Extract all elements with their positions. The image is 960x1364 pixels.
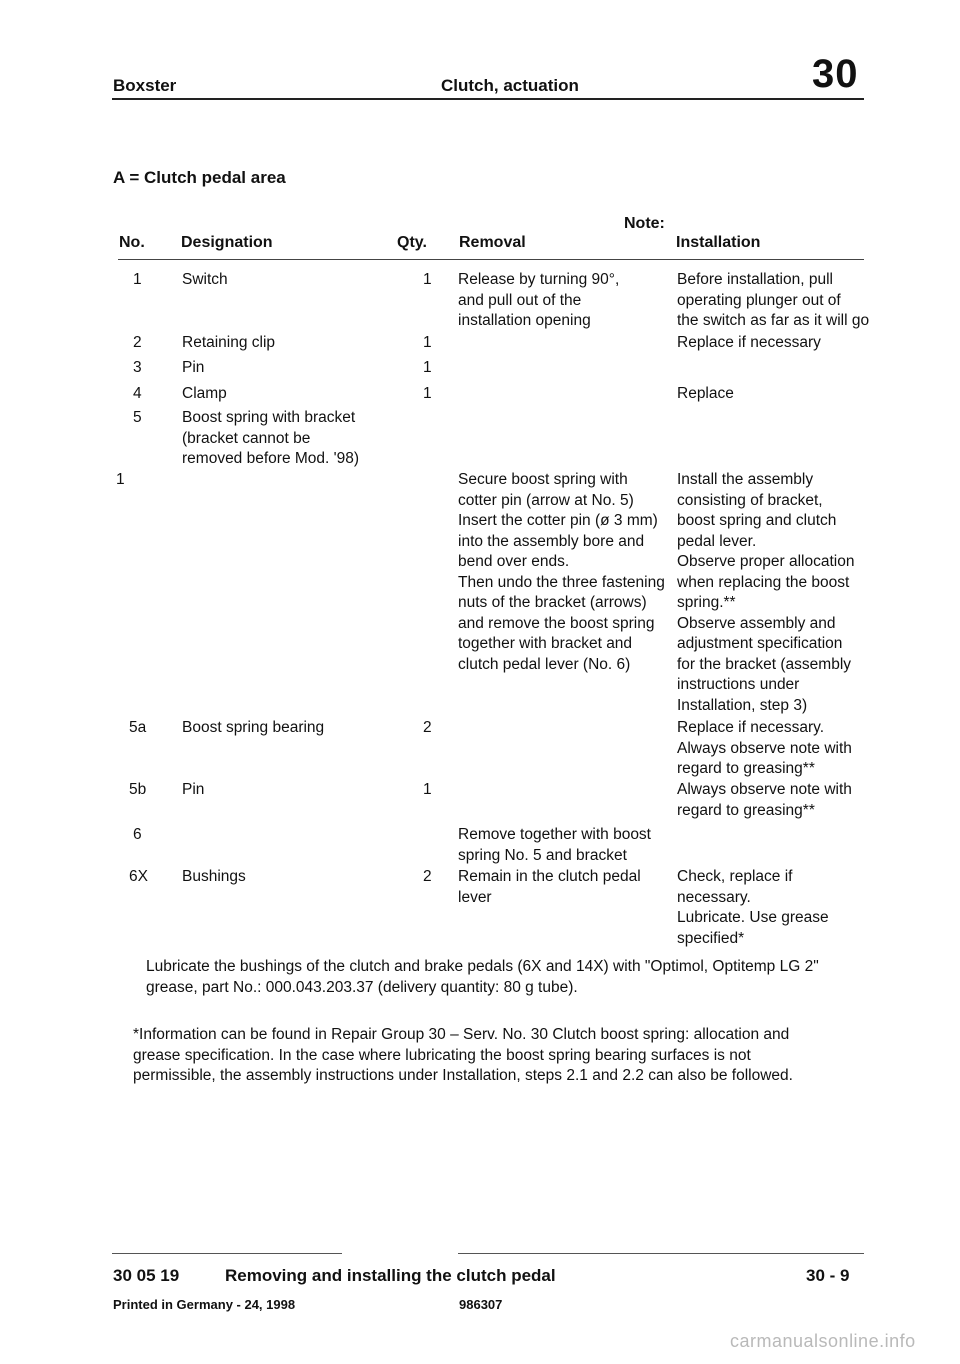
header-model: Boxster bbox=[113, 76, 177, 95]
header-rule bbox=[112, 98, 864, 100]
header-designation: Designation bbox=[181, 234, 273, 251]
cell-qty: 2 bbox=[423, 868, 432, 885]
cell-installation: Install the assembly consisting of bracket, boost spring and clutch pedal lever. Observe proper allocation when replacing the boost spring.** Observe assembly and adjustment specification for the bracket (assembly instructions under Installation, step 3) bbox=[677, 471, 855, 714]
cell-designation: Switch bbox=[182, 271, 228, 288]
cell-installation: Replace bbox=[677, 385, 734, 402]
cell-designation: Pin bbox=[182, 781, 205, 798]
cell-qty: 1 bbox=[423, 334, 432, 351]
cell-no: 4 bbox=[133, 385, 142, 402]
cell-qty: 1 bbox=[423, 781, 432, 798]
header-no: No. bbox=[119, 234, 145, 251]
cell-qty: 1 bbox=[423, 385, 432, 402]
cell-removal: Remain in the clutch pedal lever bbox=[458, 868, 641, 906]
footer-title: Removing and installing the clutch pedal bbox=[225, 1266, 556, 1285]
cell-installation: Replace if necessary bbox=[677, 334, 821, 351]
cell-no: 6X bbox=[129, 868, 148, 885]
area-title: A = Clutch pedal area bbox=[113, 168, 286, 187]
cell-designation: Clamp bbox=[182, 385, 227, 402]
cell-designation: Bushings bbox=[182, 868, 246, 885]
cell-qty: 1 bbox=[423, 271, 432, 288]
header-removal: Removal bbox=[459, 234, 526, 251]
footer-rule-left bbox=[112, 1253, 342, 1254]
cell-no: 2 bbox=[133, 334, 142, 351]
footer-printed: Printed in Germany - 24, 1998 bbox=[113, 1297, 296, 1312]
cell-no: 5b bbox=[129, 781, 147, 798]
cell-no: 1 bbox=[116, 471, 125, 488]
cell-no: 5a bbox=[129, 719, 147, 736]
cell-designation: Boost spring with bracket (bracket cannot be removed before Mod. '98) bbox=[182, 409, 359, 467]
header-group-number: 30 bbox=[812, 52, 859, 96]
cell-installation: Always observe note with regard to greasing** bbox=[677, 781, 852, 819]
cell-qty: 2 bbox=[423, 719, 432, 736]
footer-code: 30 05 19 bbox=[113, 1266, 180, 1285]
header-section: Clutch, actuation bbox=[441, 76, 579, 95]
header-qty: Qty. bbox=[397, 234, 427, 251]
lubrication-note: Lubricate the bushings of the clutch and brake pedals (6X and 14X) with "Optimol, Optitemp LG 2" grease, part No.: 000.043.203.37 (delivery quantity: 80 g tube). bbox=[146, 958, 819, 996]
table-header-rule bbox=[118, 259, 864, 260]
cell-removal: Secure boost spring with cotter pin (arrow at No. 5) Insert the cotter pin (ø 3 mm) into the assembly bore and bend over ends. Then undo the three fastening nuts of the bracket (arrows) and remove the boost spring together with bracket and clutch pedal lever (No. 6) bbox=[458, 471, 665, 673]
header-note: Note: bbox=[624, 215, 665, 232]
cell-no: 6 bbox=[133, 826, 142, 843]
watermark-text: carmanualsonline.info bbox=[730, 1331, 916, 1351]
cell-installation: Check, replace if necessary. Lubricate. Use grease specified* bbox=[677, 868, 829, 947]
cell-no: 3 bbox=[133, 359, 142, 376]
footer-doc-number: 986307 bbox=[459, 1297, 503, 1312]
header-installation: Installation bbox=[676, 234, 761, 251]
cell-qty: 1 bbox=[423, 359, 432, 376]
footer-rule-right bbox=[458, 1253, 864, 1254]
information-note: *Information can be found in Repair Group 30 – Serv. No. 30 Clutch boost spring: allocation and grease specification. In the case where lubricating the boost spring bearing surfaces is not permissible, the assembly instructions under Installation, steps 2.1 and 2.2 can also be followed. bbox=[133, 1026, 793, 1084]
cell-installation: Before installation, pull operating plunger out of the switch as far as it will go bbox=[677, 271, 870, 329]
cell-designation: Retaining clip bbox=[182, 334, 276, 351]
cell-installation: Replace if necessary. Always observe note with regard to greasing** bbox=[677, 719, 852, 777]
footer-page: 30 - 9 bbox=[806, 1266, 850, 1285]
cell-removal: Remove together with boost spring No. 5 and bracket bbox=[458, 826, 651, 864]
cell-no: 5 bbox=[133, 409, 142, 426]
cell-designation: Boost spring bearing bbox=[182, 719, 325, 736]
cell-removal: Release by turning 90°, and pull out of the installation opening bbox=[458, 271, 620, 329]
cell-designation: Pin bbox=[182, 359, 205, 376]
cell-no: 1 bbox=[133, 271, 142, 288]
